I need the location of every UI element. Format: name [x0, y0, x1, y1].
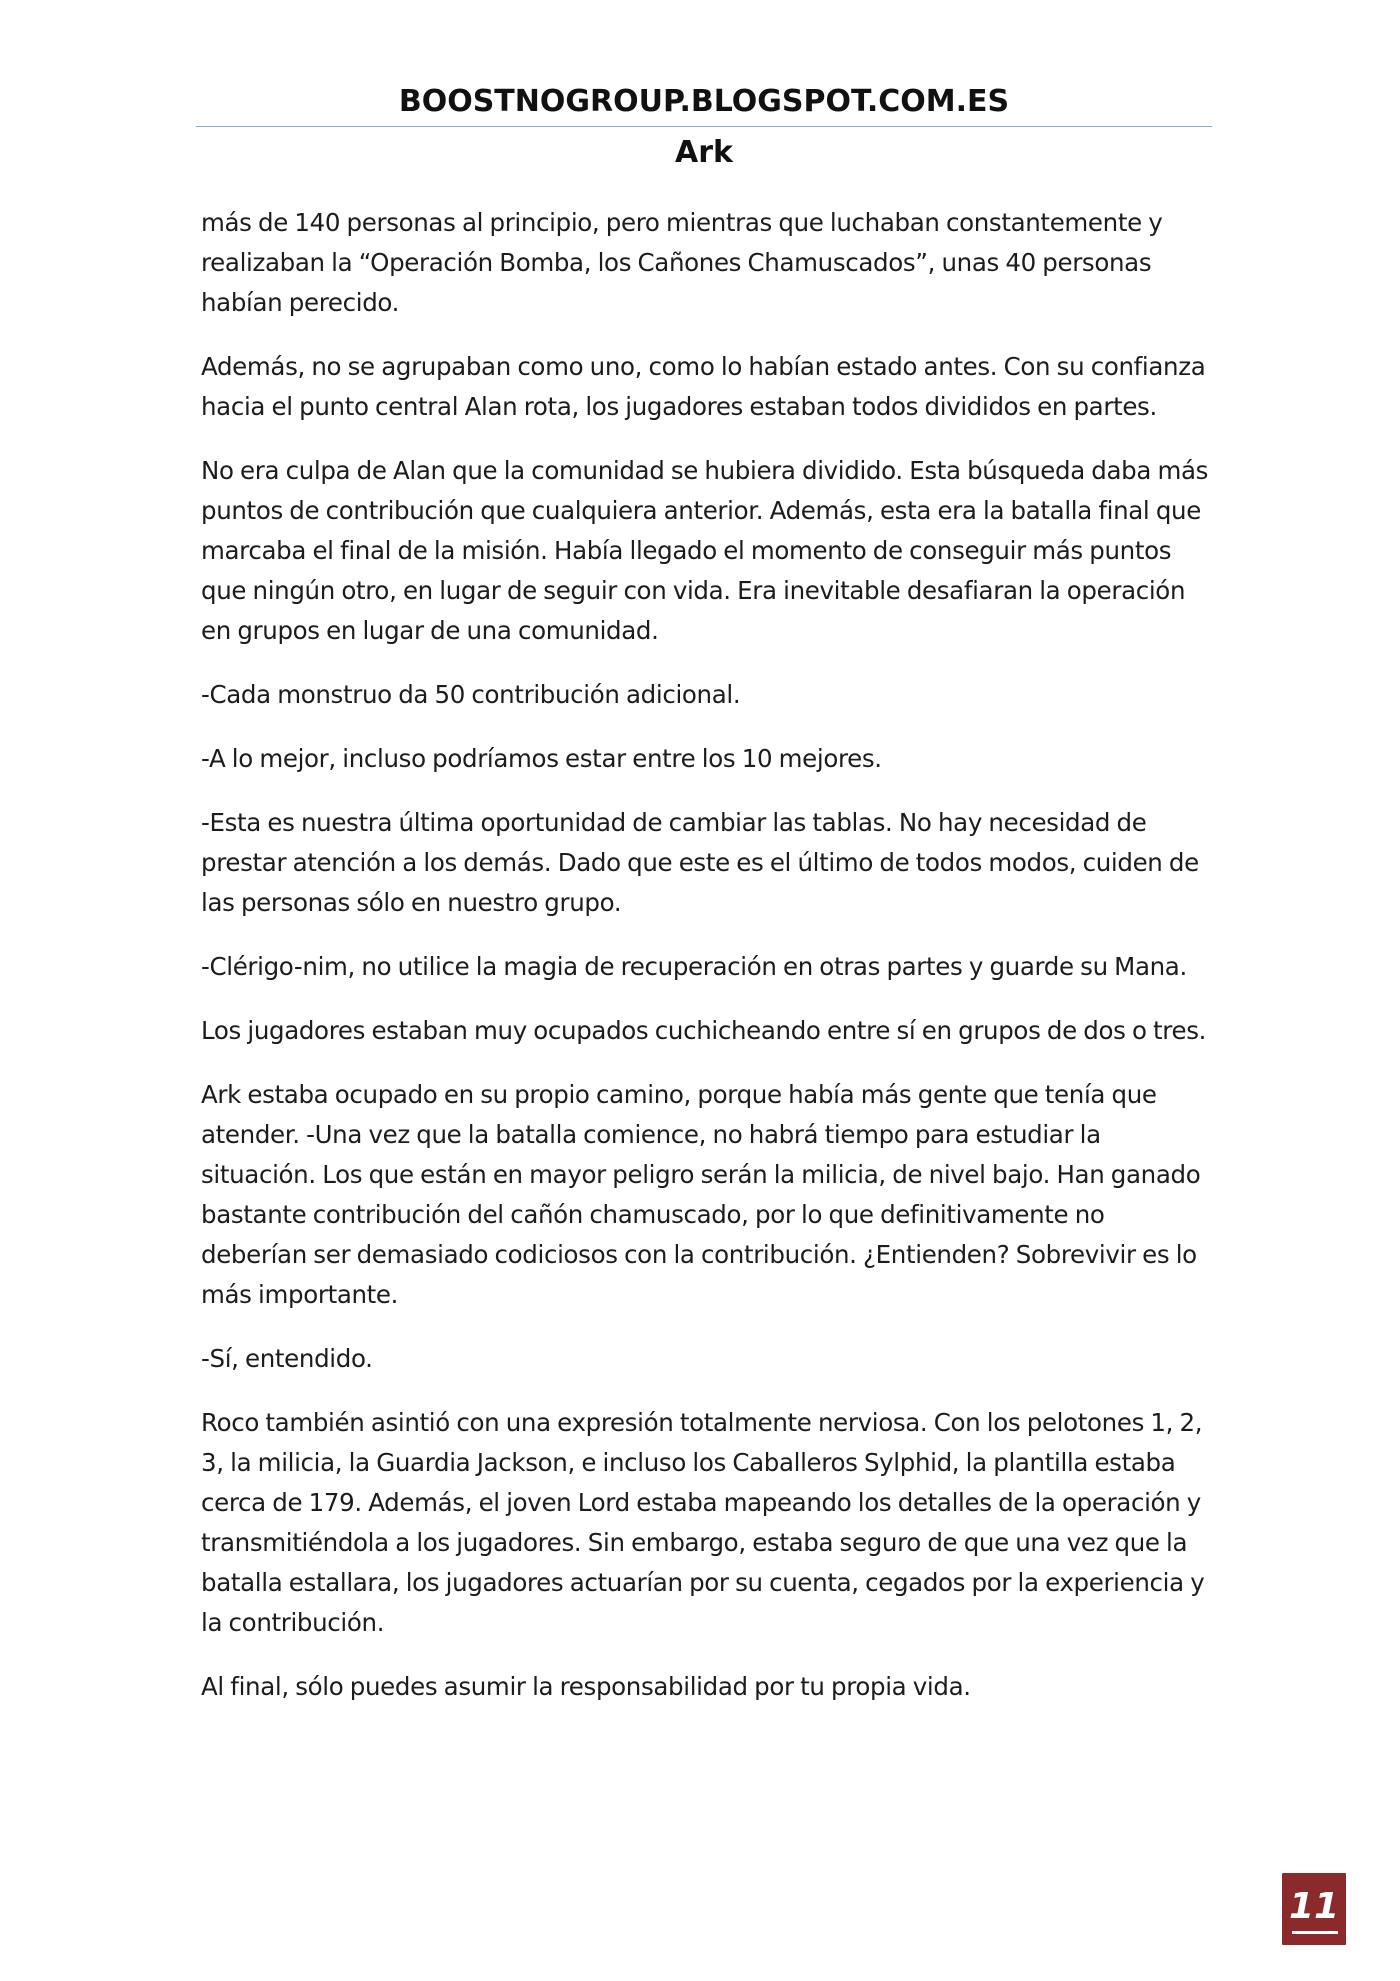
paragraph: Los jugadores estaban muy ocupados cuchicheando entre sí en grupos de dos o tres.: [201, 1016, 1207, 1045]
site-title: BOOSTNOGROUP.BLOGSPOT.COM.ES: [398, 84, 1010, 119]
page-header: [196, 80, 1212, 175]
paragraph: más de 140 personas al principio, pero mientras que luchaban constantemente y realizaban la “Operación Bomba, los Cañones Chamuscados”, unas 40 personas habían perecido.: [201, 208, 1163, 317]
paragraph: -A lo mejor, incluso podríamos estar entre los 10 mejores.: [201, 744, 882, 773]
paragraph: Además, no se agrupaban como uno, como lo habían estado antes. Con su confianza hacia el punto central Alan rota, los jugadores estaban todos divididos en partes.: [201, 352, 1206, 421]
paragraph: Ark estaba ocupado en su propio camino, porque había más gente que tenía que atender. -Una vez que la batalla comience, no habrá tiempo para estudiar la situación. Los que están en mayor peligro serán la milicia, de nivel bajo. Han ganado bastante contribución del cañón chamuscado, por lo que definitivamente no deberían ser demasiado codiciosos con la contribución. ¿Entienden? Sobrevivir es lo más importante.: [201, 1080, 1201, 1309]
paragraph: -Esta es nuestra última oportunidad de cambiar las tablas. No hay necesidad de prestar atención a los demás. Dado que este es el último de todos modos, cuiden de las personas sólo en nuestro grupo.: [201, 808, 1199, 917]
page-number-badge: [1282, 1873, 1346, 1945]
paragraph: Al final, sólo puedes asumir la responsabilidad por tu propia vida.: [201, 1672, 971, 1701]
body-text: [201, 203, 1211, 1731]
paragraph: No era culpa de Alan que la comunidad se hubiera dividido. Esta búsqueda daba más puntos de contribución que cualquiera anterior. Además, esta era la batalla final que marcaba el final de la misión. Había llegado el momento de conseguir más puntos que ningún otro, en lugar de seguir con vida. Era inevitable desafiaran la operación en grupos en lugar de una comunidad.: [201, 456, 1209, 645]
paragraph: Roco también asintió con una expresión totalmente nerviosa. Con los pelotones 1, 2, 3, la milicia, la Guardia Jackson, e incluso los Caballeros Sylphid, la plantilla estaba cerca de 179. Además, el joven Lord estaba mapeando los detalles de la operación y transmitiéndola a los jugadores. Sin embargo, estaba seguro de que una vez que la batalla estallara, los jugadores actuarían por su cuenta, cegados por la experiencia y la contribución.: [201, 1408, 1205, 1637]
header-divider: [196, 126, 1212, 127]
paragraph: -Sí, entendido.: [201, 1344, 373, 1373]
page-number: 11: [1288, 1886, 1340, 1927]
paragraph: -Clérigo-nim, no utilice la magia de recuperación en otras partes y guarde su Mana.: [201, 952, 1187, 981]
paragraph: -Cada monstruo da 50 contribución adicional.: [201, 680, 741, 709]
book-title: Ark: [675, 135, 733, 170]
page-number-underline: [1292, 1931, 1338, 1934]
